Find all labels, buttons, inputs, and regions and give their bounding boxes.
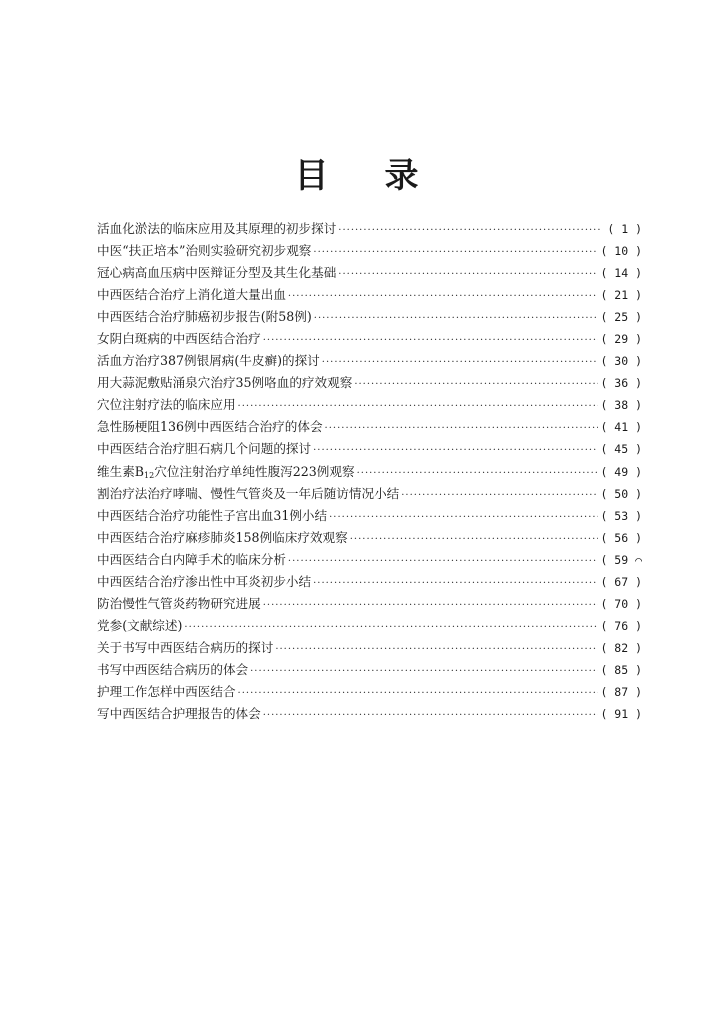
toc-leader-dots [313, 440, 598, 462]
toc-leader-dots [184, 617, 598, 639]
toc-entry-title: 护理工作怎样中西医结合 [97, 683, 236, 699]
toc-page-number: ( 38 ) [600, 398, 642, 413]
toc-entry [97, 240, 642, 262]
toc-entry [97, 284, 642, 306]
toc-entry [97, 328, 642, 350]
toc-entry-title: 中西医结合治疗胆石病几个问题的探讨 [97, 441, 312, 457]
toc-entry-title: 冠心病高血压病中医辩证分型及其生化基础 [97, 265, 337, 281]
toc-entry-title: 中西医结合治疗肺癌初步报告(附58例) [97, 309, 312, 325]
toc-entry-title: 女阴白斑病的中西医结合治疗 [97, 331, 261, 347]
toc-page-number: ( 70 ) [600, 596, 642, 611]
toc-entry-title: 中西医结合治疗功能性子宫出血31例小结 [97, 507, 328, 523]
toc-entry [97, 483, 642, 505]
toc-entry [97, 681, 642, 703]
title-char-2: 录 [384, 156, 419, 196]
toc-leader-dots [338, 220, 602, 242]
toc-page-number: ( 45 ) [600, 442, 642, 457]
toc-page-number: ( 67 ) [600, 574, 642, 589]
toc-page-number: ( 91 ) [600, 707, 642, 722]
toc-page-number: ( 14 ) [600, 266, 642, 281]
toc-leader-dots [263, 330, 599, 352]
toc-entry-title: 活血方治疗387例银屑病(牛皮癣)的探讨 [97, 353, 320, 369]
toc-page-number: ( 29 ) [600, 332, 642, 347]
toc-page-number: ( 41 ) [600, 420, 642, 435]
toc-entry-title: 穴位注射疗法的临床应用 [97, 397, 236, 413]
toc-page-number: ( 53 ) [600, 508, 642, 523]
toc-entry-title: 中西医结合治疗麻疹肺炎158例临床疗效观察 [97, 529, 348, 545]
toc-leader-dots [263, 595, 599, 617]
toc-leader-dots [288, 551, 599, 573]
toc-entry [97, 372, 642, 394]
toc-leader-dots [354, 374, 598, 396]
toc-leader-dots [329, 507, 598, 529]
toc-page-number: ( 85 ) [600, 662, 642, 677]
toc-page-number: ( 49 ) [600, 464, 642, 479]
toc-page-number: ( 21 ) [600, 288, 642, 303]
toc-entry-title: 中西医结合治疗渗出性中耳炎初步小结 [97, 573, 312, 589]
toc-leader-dots [350, 529, 599, 551]
toc-entry [97, 593, 642, 615]
toc-entry-title: 活血化淤法的临床应用及其原理的初步探讨 [97, 221, 337, 236]
toc-leader-dots [322, 352, 599, 374]
toc-entry [97, 416, 642, 438]
toc-entry-title: 急性肠梗阻136例中西医结合治疗的体会 [97, 419, 323, 435]
toc-entry [97, 306, 642, 328]
toc-page-number: ( 59 ⌒ [600, 552, 642, 567]
table-of-contents [97, 218, 642, 725]
title-char-1: 目 [294, 156, 329, 196]
toc-entry-title: 写中西医结合护理报告的体会 [97, 706, 261, 722]
toc-entry-title: 割治疗法治疗哮喘、慢性气管炎及一年后随访情况小结 [97, 485, 400, 501]
toc-leader-dots [357, 463, 599, 485]
toc-entry-title: 书写中西医结合病历的体会 [97, 661, 249, 677]
toc-leader-dots [401, 485, 598, 507]
toc-entry [97, 461, 642, 483]
toc-entry-title: 维生素$B_{12}$穴位注射治疗单纯性腹泻223例观察 [97, 463, 355, 480]
toc-page-number: ( 76 ) [600, 618, 642, 633]
toc-page-number: ( 36 ) [600, 376, 642, 391]
toc-entry [97, 218, 642, 240]
toc-leader-dots [338, 264, 598, 286]
toc-entry [97, 527, 642, 549]
toc-leader-dots [313, 242, 598, 264]
toc-entry-title: 用大蒜泥敷贴涌泉穴治疗35例咯血的疗效观察 [97, 375, 353, 391]
toc-entry [97, 262, 642, 284]
toc-leader-dots [238, 683, 599, 705]
toc-entry [97, 637, 642, 659]
toc-page-number: ( 10 ) [600, 244, 642, 259]
toc-entry [97, 615, 642, 637]
toc-leader-dots [238, 396, 599, 418]
toc-entry [97, 703, 642, 725]
toc-entry [97, 350, 642, 372]
toc-entry-title: 党参(文献综述) [97, 617, 183, 633]
toc-leader-dots [250, 661, 598, 683]
toc-entry [97, 571, 642, 593]
toc-leader-dots [263, 705, 599, 727]
toc-entry [97, 549, 642, 571]
toc-page-number: ( 50 ) [600, 486, 642, 501]
toc-entry-title: 防治慢性气管炎药物研究进展 [97, 595, 261, 611]
toc-entry [97, 394, 642, 416]
toc-entry-title: 中西医结合治疗上消化道大量出血 [97, 287, 286, 303]
toc-page-number: ( 56 ) [600, 530, 642, 545]
toc-leader-dots [325, 418, 599, 440]
toc-page-number: ( 82 ) [600, 640, 642, 655]
page-title [0, 148, 713, 197]
toc-entry [97, 659, 642, 681]
toc-entry-title: 中西医结合白内障手术的临床分析 [97, 551, 286, 567]
toc-page-number: ( 30 ) [600, 354, 642, 369]
toc-leader-dots [275, 639, 598, 661]
toc-leader-dots [314, 308, 599, 330]
toc-leader-dots [313, 573, 598, 595]
toc-page-number: ( 25 ) [600, 310, 642, 325]
toc-page-number: ( 87 ) [600, 684, 642, 699]
toc-entry [97, 438, 642, 460]
toc-entry [97, 505, 642, 527]
toc-leader-dots [288, 286, 599, 308]
toc-entry-title: 中医“扶正培本”治则实验研究初步观察 [97, 243, 312, 259]
toc-page-number: ( 1 ) [607, 222, 642, 236]
toc-entry-title: 关于书写中西医结合病历的探讨 [97, 639, 274, 655]
